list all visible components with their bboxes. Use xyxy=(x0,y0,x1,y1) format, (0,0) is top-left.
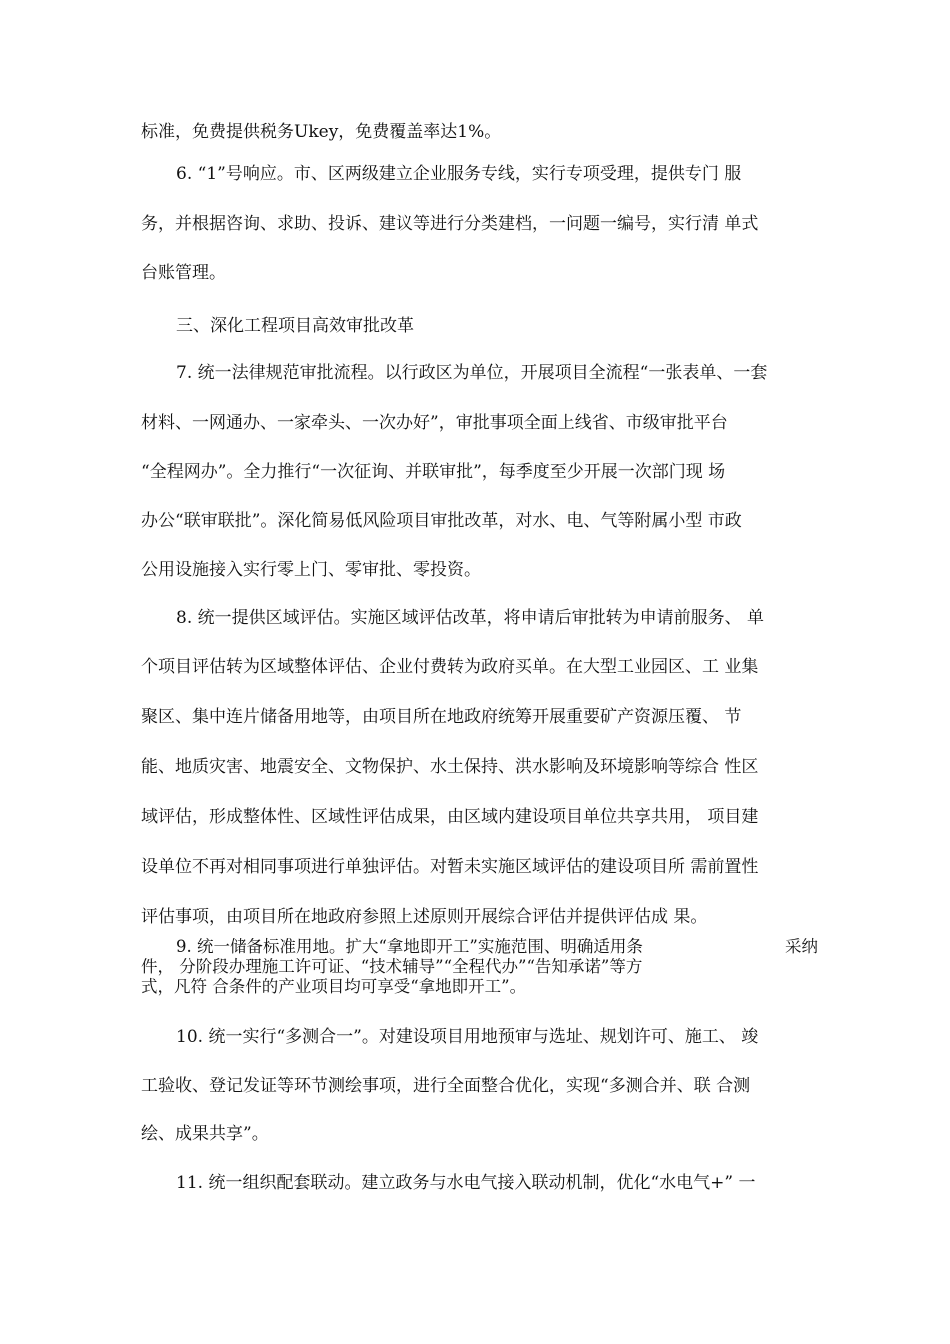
paragraph-9-line-1: 9. 统一储备标准用地。扩大“拿地即开工”实施范围、明确适用条 xyxy=(176,937,643,956)
paragraph-9-line-3: 式，凡符 合条件的产业项目均可享受“拿地即开工”。 xyxy=(141,977,527,996)
paragraph-6-line-3: 台账管理。 xyxy=(141,263,226,283)
paragraph-8-line-1: 8. 统一提供区域评估。实施区域评估改革，将申请后审批转为申请前服务、 单 xyxy=(176,608,765,628)
paragraph-6-line-2: 务，并根据咨询、求助、投诉、建议等进行分类建档，一问题一编号，实行清 单式 xyxy=(141,214,759,234)
section-heading-3: 三、深化工程项目高效审批改革 xyxy=(176,316,414,336)
paragraph-7-line-5: 公用设施接入实行零上门、零审批、零投资。 xyxy=(141,560,481,580)
paragraph-7-line-3: “全程网办”。全力推行“一次征询、并联审批”，每季度至少开展一次部门现 场 xyxy=(141,462,726,482)
paragraph-8-line-4: 能、地质灾害、地震安全、文物保护、水土保持、洪水影响及环境影响等综合 性区 xyxy=(141,757,759,777)
paragraph-8-line-6: 设单位不再对相同事项进行单独评估。对暂未实施区域评估的建设项目所 需前置性 xyxy=(141,857,759,877)
paragraph-8-line-2: 个项目评估转为区域整体评估、企业付费转为政府买单。在大型工业园区、工 业集 xyxy=(141,657,759,677)
paragraph-9-line-2: 件， 分阶段办理施工许可证、“技术辅导”“全程代办”“告知承诺”等方 xyxy=(141,957,643,976)
paragraph-10-line-2: 工验收、登记发证等环节测绘事项，进行全面整合优化，实现“多测合并、联 合测 xyxy=(141,1076,751,1096)
paragraph-7-line-2: 材料、一网通办、一家牵头、一次办好”，审批事项全面上线省、市级审批平台 xyxy=(141,413,728,433)
paragraph-9-line-1-end: 采纳 xyxy=(785,937,818,956)
paragraph-10-line-1: 10. 统一实行“多测合一”。对建设项目用地预审与选址、规划许可、施工、 竣 xyxy=(176,1027,759,1047)
text-line: 标准，免费提供税务Ukey，免费覆盖率达1%。 xyxy=(141,122,502,142)
paragraph-8-line-3: 聚区、集中连片储备用地等，由项目所在地政府统筹开展重要矿产资源压覆、 节 xyxy=(141,707,742,727)
paragraph-8-line-7: 评估事项，由项目所在地政府参照上述原则开展综合评估并提供评估成 果。 xyxy=(141,907,708,927)
paragraph-11-line-1: 11. 统一组织配套联动。建立政务与水电气接入联动机制，优化“水电气+” 一 xyxy=(176,1173,756,1193)
paragraph-10-line-3: 绘、成果共享”。 xyxy=(141,1124,269,1144)
paragraph-7-line-1: 7. 统一法律规范审批流程。以行政区为单位，开展项目全流程“一张表单、一套 xyxy=(176,363,768,383)
paragraph-8-line-5: 域评估，形成整体性、区域性评估成果，由区域内建设项目单位共享共用， 项目建 xyxy=(141,807,759,827)
paragraph-6-line-1: 6. “1”号响应。市、区两级建立企业服务专线，实行专项受理，提供专门 服 xyxy=(176,164,742,184)
paragraph-7-line-4: 办公“联审联批”。深化简易低风险项目审批改革，对水、电、气等附属小型 市政 xyxy=(141,511,742,531)
